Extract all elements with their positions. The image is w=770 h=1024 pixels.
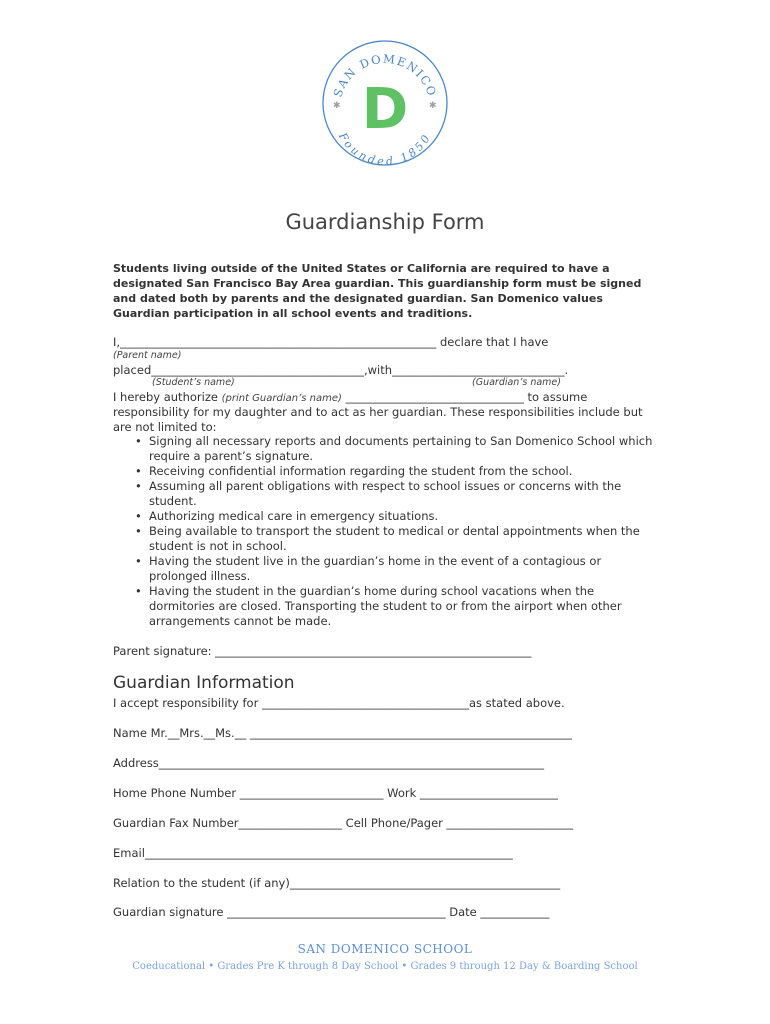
authorize-italic-note: (print Guardian’s name) [221,393,342,404]
page-title: Guardianship Form [285,210,485,234]
logo-star-right: ✱ [429,101,437,111]
authorize-prefix: I hereby authorize [113,390,222,404]
list-item-text: Being available to transport the student to medical or dental appointments when the student is not in school. [149,524,640,553]
bullet: • [135,524,142,538]
responsibilities-list [113,434,658,629]
authorize-continuation: responsibility for my daughter and to act as her guardian. These responsibilities include but are not limited to: [113,405,643,434]
bullet: • [135,509,142,523]
bullet: • [135,434,142,448]
declaration-line: I,_______________________________________________________ declare that I have [113,335,549,349]
list-item-text: Having the student in the guardian’s home during school vacations when the dormitories are closed. Transporting the student to or from the airport when other arrangements cannot be made. [149,584,622,628]
fax-cell-field[interactable]: Guardian Fax Number__________________ Cell Phone/Pager ______________________ [113,816,574,830]
guardian-name-note: (Guardian’s name) [472,377,561,388]
logo-arc-bottom: Founded 1850 [335,130,435,169]
placed-line: placed_____________________________________,with______________________________. [113,363,569,377]
relation-field[interactable]: Relation to the student (if any)_______________________________________________ [113,876,561,890]
list-item-text: Authorizing medical care in emergency situations. [149,509,439,523]
guardian-name-field[interactable]: Name Mr.__Mrs.__Ms.__ ________________________________________________________ [113,726,572,740]
bullet: • [135,464,142,478]
list-item [113,479,658,509]
authorize-line [113,390,587,404]
parent-name-note: (Parent name) [113,350,182,361]
list-item [113,554,658,584]
logo-star-left: ✱ [333,101,341,111]
list-item [113,509,658,524]
bullet: • [135,479,142,493]
footer-tagline: Coeducational • Grades Pre K through 8 Day School • Grades 9 through 12 Day & Boarding School [132,961,638,972]
list-item [113,584,658,629]
footer-school-name: SAN DOMENICO SCHOOL [297,942,473,956]
parent-signature-field[interactable]: Parent signature: _______________________________________________________ [113,644,532,658]
list-item-text: Assuming all parent obligations with respect to school issues or concerns with the student. [149,479,622,508]
student-name-note: (Student’s name) [152,377,235,388]
home-work-phone-field[interactable]: Home Phone Number _________________________ Work ________________________ [113,786,558,800]
logo-letter: D [361,77,409,142]
guardian-signature-field[interactable]: Guardian signature ______________________________________ Date ____________ [113,905,550,919]
guardian-section-heading: Guardian Information [113,673,295,693]
email-field[interactable]: Email________________________________________________________________ [113,846,513,860]
logo-arc-top: SAN DOMENICO [330,51,440,99]
list-item [113,434,658,464]
accept-responsibility-field[interactable]: I accept responsibility for ____________________________________as stated above. [113,696,565,710]
bullet: • [135,584,142,598]
list-item-text: Signing all necessary reports and documents pertaining to San Domenico School which require a parent’s signature. [149,434,653,463]
bullet: • [135,554,142,568]
address-field[interactable]: Address___________________________________________________________________ [113,756,545,770]
list-item-text: Receiving confidential information regarding the student from the school. [149,464,573,478]
list-item-text: Having the student live in the guardian’s home in the event of a contagious or prolonged illness. [149,554,602,583]
list-item [113,524,658,554]
authorize-suffix: _______________________________ to assume [341,390,588,404]
intro-paragraph: Students living outside of the United States or California are required to have a designated San Francisco Bay Area guardian. This guardianship form must be signed and dated both by parents and the designated guardian. San Domenico values Guardian participation in all school events and traditions. [113,262,642,320]
list-item [113,464,658,479]
san-domenico-logo [320,36,450,170]
